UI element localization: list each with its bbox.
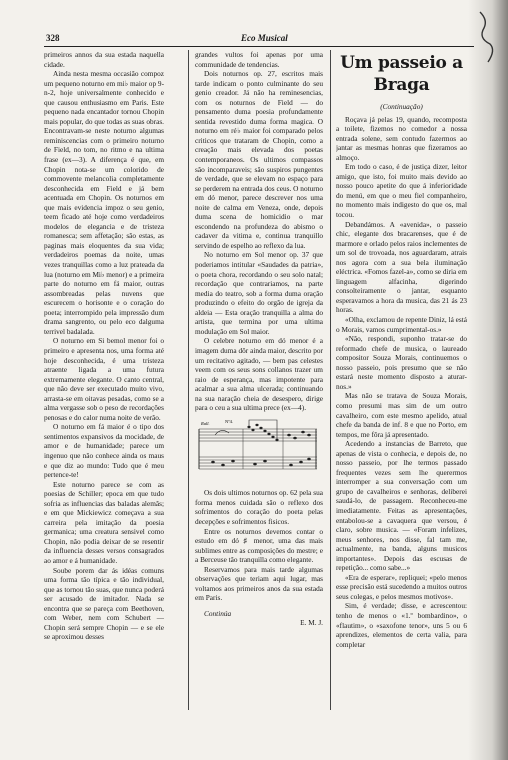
paragraph: Sim, é verdade; disse, e acrescentou: tenho de menos o «1.º bombardino», o «flautim», o «saxofone tenor», uns 5 ou 6 aprendizes, elementos de certa valia, para completar bbox=[336, 601, 467, 649]
paragraph: No noturno em Sol menor op. 37 que poderiamos intitular «Saudades da patria», o poeta chora, recordando o seu solo natal; recordação que contrariamos, na parte media do teatro, sob a forma duma oração produzindo o efeito do orgão de igreja da aldeia — Esta oração tranquilla a alma do artista, que termina por uma ultima modulação em Sol maior. bbox=[195, 250, 323, 336]
paragraph: Roçava já pelas 19, quando, recomposta a toilete, fizemos no comedor a nossa entrada solene, sem contudo fazermos ao jantar as mesmas honras que fizeramos ao almoço. bbox=[336, 114, 467, 162]
music-example-score bbox=[195, 417, 319, 483]
column-divider bbox=[330, 50, 331, 710]
paragraph: Acedendo a instancias de Barreto, que apenas de vista o conhecia, e depois de, no nosso passeio, por lhe termos passado frequentes vezes sem lhe querermos interromper a sua conversação com um grupo de cavalheiros e senhoras, deliberei saudá-lo, de passagem. Reconheceu-me imediatamente. Feitas as apresentações, entabolou-se a cavaquera que versou, é claro, sobre musica. — «Foram infelizes, meus senhores, nos disse, fal tam me, actualmente, na banda, alguns musicos importantes». Depois das escusas de repetição... como sabe...» bbox=[336, 439, 467, 573]
article-subtitle: (Continuação) bbox=[380, 102, 423, 111]
column-2 bbox=[195, 50, 323, 740]
paragraph: Este noturno parece se com as poesias de Schiller; epoca em que tudo sofria as influencias das baladas alemãs; e em que Mickiewicz começava a sua carreira pela imitação da poesia germanica; uma creatura sensivel como Chopin, não podia deixar de se resentir da influencia desses versos consagrados ao amor e á humanidade. bbox=[44, 479, 164, 565]
paragraph: Em todo o caso, é de justiça dizer, leitor amigo, que isto, foi muito mais devido ao nosso pouco apetite do que á inferioridade do menú, em que o meu fiel companheiro, no momento mais indigesto do que os, mal tocou. bbox=[336, 162, 467, 220]
paragraph: «Era de esperar», repliquei; «pelo menos esse precisão está sucedendo a muitos outros seus colegas, e pelos mesmos motivos». bbox=[336, 572, 467, 601]
paragraph: O celebre noturno em dó menor é a imagem duma dôr ainda maior, descrito por um recitativo agitado, — bem pas celestes veem com os seus sons collanos trazer um raio de esperança, mas impotente para acalmar a sua alma ulcerada; continuando na sua naração cheia de desespero, dirige para o ceu a sua ultima prece (ex—4). bbox=[195, 336, 323, 413]
paragraph: primeiros annos da sua estada naquella cidade. bbox=[44, 50, 164, 69]
continua-note: Continúa bbox=[204, 608, 232, 618]
column-1 bbox=[44, 50, 164, 740]
journal-title: Eco Musical bbox=[241, 33, 288, 43]
paragraph: Soube porem dar ás idéas comuns uma forma tão típica e tão individual, que as tornou tão suas, que nunca poderá ser acusado de imitador. Nada se encontra que se pareça com Beethoven, com Weber, nem com Schubert — Chopin será sempre Chopin — e se ele se aproximou desses bbox=[44, 565, 164, 642]
paragraph: Reservamos para mais tarde algumas observações que teriam aqui lugar, mas voltamos aos primeiros anos da sua estada em Paris. bbox=[195, 564, 323, 603]
author-signature: E. M. J. bbox=[300, 618, 323, 628]
article-title: Um passeio a Braga bbox=[340, 53, 463, 95]
paragraph: O noturno em fá maior é o tipo dos sentimentos expansivos da mocidade, de amor e de humanidade; parece um ingenuo que não conhece ainda os maus e que diz ao mundo: Tudo que é meu pertence-te! bbox=[44, 422, 164, 480]
score-example-number: Nº4. bbox=[225, 418, 234, 424]
paragraph: Mas não se tratava de Souza Morais, como presumi mas sim de um outro cavalheiro, com este mesmo apelido, atual chefe da banda de inf. 8 e que no Porto, em tempos, me fôra já apresentado. bbox=[336, 391, 467, 439]
page-edge-shadow bbox=[468, 0, 508, 760]
column-divider bbox=[188, 50, 189, 710]
page-number: 328 bbox=[46, 33, 60, 43]
header-rule bbox=[44, 46, 474, 47]
paragraph: Ainda nesta mesma occasião compoz um pequeno noturno em mi♭ maior op 9-n-2, hoje universalmente conhecido e que causou enthusiasmo em Paris. Este pequeno nada encantador tornou Chopin mais popular, do que todas as suas obras. Encontravam-se neste noturno algumas reminiscencias com o primeiro noturno de Field, no tom, no ritmo e na ultima frase (ex—3). A diferença é que, em Chopin nota-se um colorido de commovente melancolia completamente desconhecida em Field e já bem acentuada em Chopin. Os noturnos em que mais evidencia impoz o seu genio, teem ficado até hoje como verdadeiros modelos de elegancia e de tristeza romanesca; sem affetação; são estas, as paginas mais eloquentes da sua vida; verdadeiros poemas da noite, umas vezes tranquillas como a luz prateada da lua (noturno em Mi♭ menor) e a primeira parte do noturno em fá maior, outras assombreadas pelas nuvens que escurecem o horisonte e o coração do poeta; interrompido pela impressão dum drama sangrento, ou pelo eco dalguma terrivel badalada. bbox=[44, 69, 164, 336]
page-header bbox=[46, 33, 476, 45]
paragraph: O noturno em Si bemol menor foi o primeiro e apresenta nos, uma forma até hoje desconhecida, é uma tristeza atraente ligada a uma futura extremamente elegante. O canto central, que não deve ser executado muito vivo, arrasta-se em oitavas pesadas, como se a alma vergasse sob o peso de recordações penosas e do calor numa noite de verão. bbox=[44, 336, 164, 422]
paragraph: «Não, respondi, suponho tratar-se do reformado chefe de musica, o laureado compositor Souza Morais, continuemos o nosso passeio, pois presumo que se não estará neste momento disposto a aturar-nos.» bbox=[336, 334, 467, 391]
paragraph: Entre os noturnos devemos contar o estudo em dó ♯ menor, uma das mais sublimes entre as composições do mestre; e a Berceuse tão tranquilla como elegante. bbox=[195, 526, 323, 565]
column-3 bbox=[336, 50, 467, 740]
handwritten-mark-icon bbox=[474, 8, 504, 68]
score-tempo-mark: Rall. bbox=[201, 420, 210, 426]
paragraph: Os dois ultimos noturnos op. 62 pela sua forma menos cuidada são o reflexo dos sofrimentos do coração do poeta pelas decepções e sofrimentos fisicos. bbox=[195, 488, 323, 526]
paragraph: grandes vultos foi apenas por uma communidade de tendencias. bbox=[195, 50, 323, 69]
paragraph: «Olha, exclamou de repente Diniz, lá está o Morais, vamos cumprimental-os.» bbox=[336, 315, 467, 334]
paragraph: Debandámos. A «avenida», o passeio chic, elegante dos bracarenses, que é de marmore e orlado pelos raios inclementes de um sol de trovoada, nos aguardaram, atrais nos agora com a sua bela iluminação eléctrica. «Fomos fazel-a», como se diria em linguagem alfacinha, digerindo consolteiramente o jantar, esquanto esperavamos a hora da musica, das 21 ás 23 horas. bbox=[336, 219, 467, 315]
paragraph: Dois noturnos op. 27, escritos mais tarde indicam o ponto culminante do seu genio creador. Já não ha reminesencias, com os noturnos de Field — do pensamento duma poesia profundamente sentida revestido duma forma magica. O noturno em ré♭ maior foi comparado pelos criticos que trataram de Chopin, como a creação mais elevada dos poetas contemporaneos. Os ultimos compassos são incomparaveis; são suspiros pungentes de verdade, que se elevam no espaço para se perderem na entrada dos ceus. O noturno em dó menor, parece descrever nos uma noite de calma em Veneza, onde, depois duma scena de homicidio o mar escondendo na profundeza do abismo o cadaver da vitima e, continua tranquillo servindo de espelho ao reflexo da lua. bbox=[195, 69, 323, 250]
